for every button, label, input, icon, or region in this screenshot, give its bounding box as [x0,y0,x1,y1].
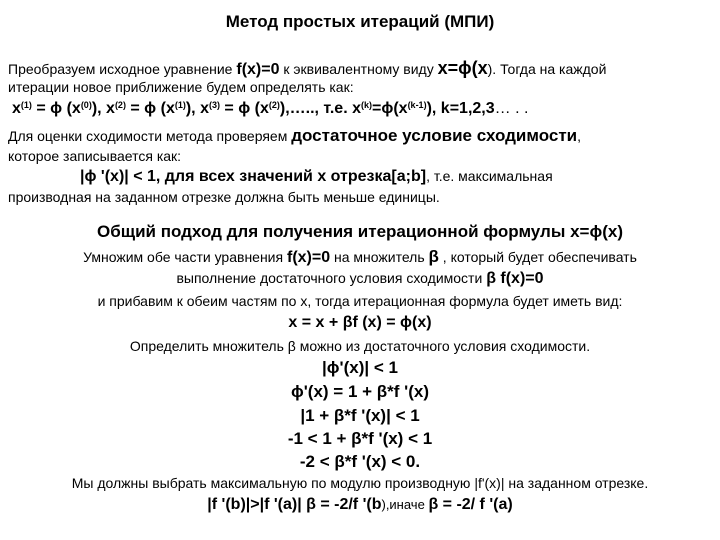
seq-part: =ϕ(x [372,100,408,117]
condition-line-3 [80,168,710,186]
intro-line-2: итерации новое приближение будем определять как: [8,79,354,95]
seq-sup: (2) [268,100,280,110]
equation-f: f(x)=0 [236,61,280,78]
iteration-sequence [12,100,717,118]
sufficient-condition: достаточное условие сходимости [291,126,578,145]
general-heading: Общий подход для получения итерационной формулы x=ϕ(x) [97,222,623,241]
final-part: |f '(b)|>|f '(a)| β = -2/f '(b [207,496,382,513]
seq-sup: (k-1) [407,100,427,110]
final-part: ),иначе [381,497,429,512]
condition-text: Для оценки сходимости метода проверяем [8,128,292,144]
equation-x-phi: x=ϕ(x [437,58,488,78]
condition-line-4: производная на заданном отрезке должна быть меньше единицы. [8,189,440,205]
seq-part: ),….., т.е. x [279,100,361,117]
general-text: Умножим обе части уравнения [83,249,287,265]
general-line-4: Определить множитель β можно из достаточного условия сходимости. [129,338,591,354]
seq-part: x [12,100,21,117]
general-text: выполнение достаточного условия сходимости [176,270,487,286]
beta-symbol: β [428,247,439,266]
condition-text: , [577,128,582,144]
derivation-step-4: -1 < 1 + β*f '(x) < 1 [287,429,433,448]
seq-sup: (k) [361,100,372,110]
seq-part: = ϕ (x [219,100,269,117]
general-text: на множитель [330,249,429,265]
seq-part: ), k=1,2,3 [426,100,495,117]
equation-f: f(x)=0 [286,249,331,266]
seq-part: = ϕ (x [31,100,81,117]
derivation-step-1: |ϕ'(x)| < 1 [322,358,398,377]
condition-text: , т.е. максимальная [426,168,553,184]
page-title: Метод простых итераций (МПИ) [225,12,495,31]
final-part: β = -2/ f '(a) [428,496,513,513]
seq-sup: (2) [114,100,126,110]
seq-sup: (0) [80,100,92,110]
intro-text: Преобразуем исходное уравнение [8,61,237,77]
seq-part: = ϕ (x [125,100,175,117]
beta-f-equation: β f(x)=0 [486,270,544,287]
seq-part: ), x [185,100,209,117]
general-line-3: и прибавим к обеим частям по x, тогда итерационная формула будет иметь вид: [97,293,623,309]
condition-line-1 [8,126,713,146]
seq-sup: (1) [174,100,186,110]
general-line-2 [0,270,720,288]
condition-formula: |ϕ '(x)| < 1, для всех значений x отрезка[a;b] [80,168,427,185]
intro-line-1 [8,58,713,79]
derivation-step-2: ϕ'(x) = 1 + β*f '(x) [291,382,429,401]
intro-text: ). Тогда на каждой [487,61,607,77]
iteration-formula: x = x + βf (x) = ϕ(x) [288,314,432,331]
general-line-5: Мы должны выбрать максимальную по модулю производную |f'(x)| на заданном отрезке. [71,475,649,491]
condition-line-2: которое записывается как: [8,148,182,164]
intro-text: к эквивалентному виду [279,61,438,77]
derivation-step-5: -2 < β*f '(x) < 0. [299,452,421,471]
seq-sup: (3) [208,100,220,110]
seq-sup: (1) [20,100,32,110]
derivation-step-3: |1 + β*f '(x)| < 1 [300,406,420,425]
general-text: , который будет обеспечивать [438,249,637,265]
seq-part: … . . [494,100,529,117]
general-line-1 [0,247,720,267]
seq-part: ), x [91,100,115,117]
final-formula [0,496,720,514]
